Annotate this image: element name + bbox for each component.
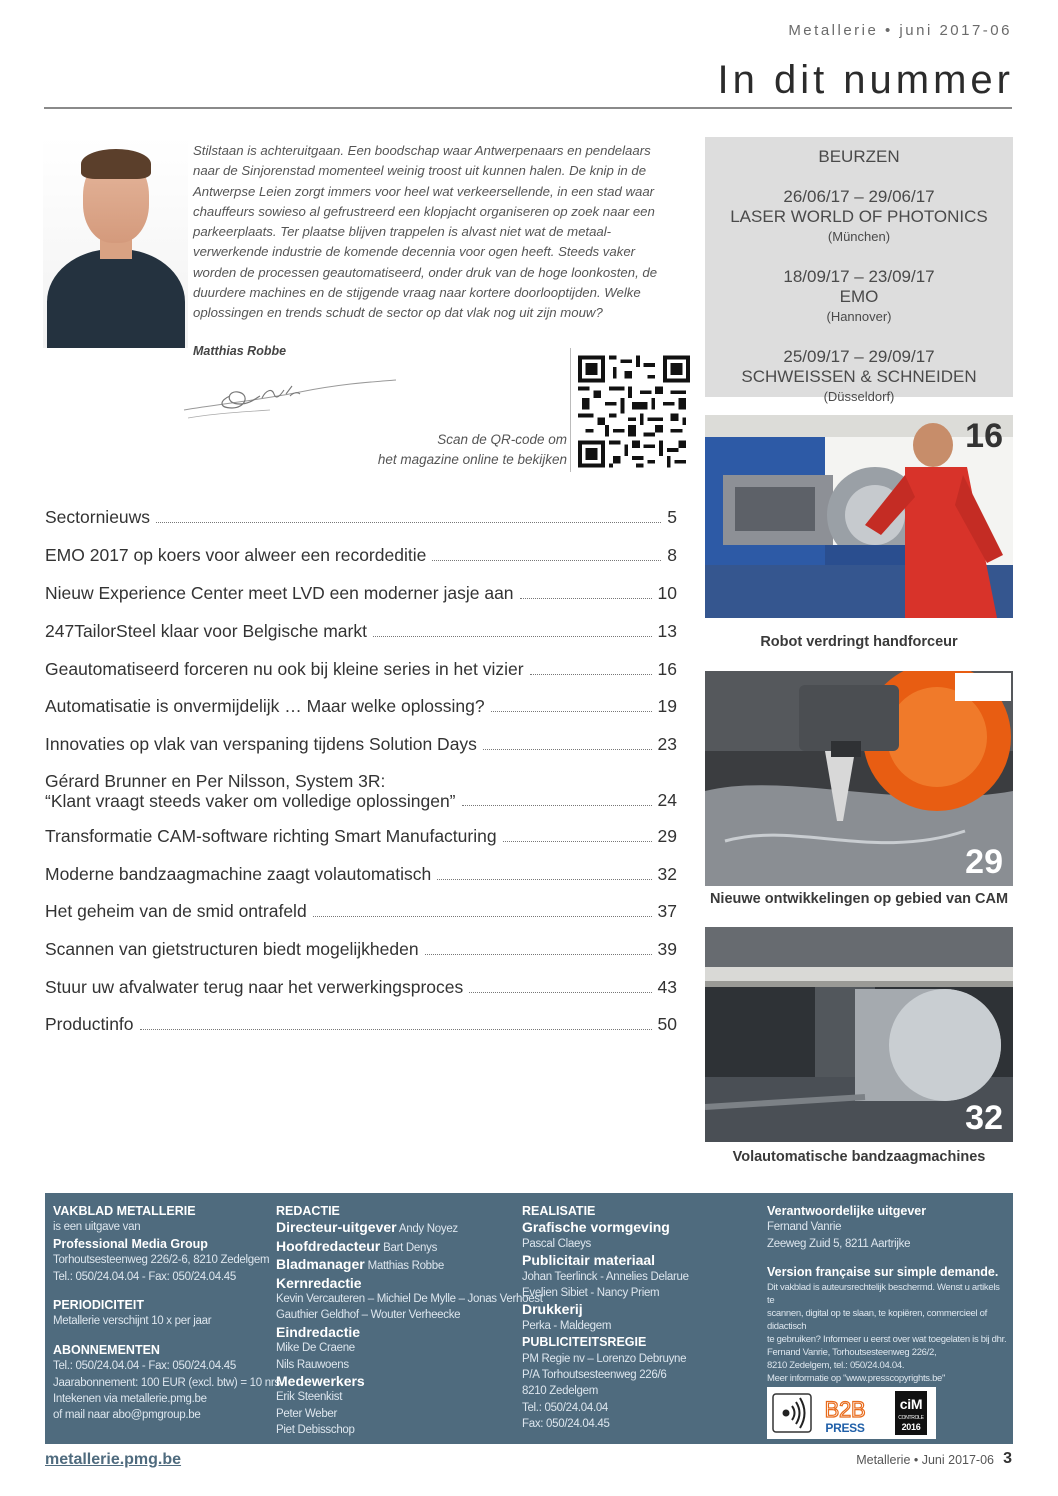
colophon-line: Dit vakblad is auteursrechtelijk beschermd. Wenst u artikels te — [767, 1281, 1000, 1306]
toc-leader — [425, 954, 652, 955]
toc-page: 8 — [667, 545, 677, 565]
role-label: Medewerkers — [276, 1373, 365, 1390]
colophon-line: Fernand Vanrie — [767, 1221, 842, 1234]
toc-page: 23 — [657, 734, 677, 754]
figure-page-number: 32 — [965, 1099, 1003, 1137]
cim-logo-year: 2016 — [901, 1422, 921, 1432]
qr-caption-line-1: Scan de QR-code om — [437, 432, 567, 447]
role-label: Grafische vormgeving — [522, 1219, 670, 1236]
colophon-line: Fax: 050/24.04.45 — [522, 1418, 610, 1431]
colophon-line: 8210 Zedelgem — [522, 1385, 599, 1398]
presscopyrights-link[interactable]: Meer informatie op "www.presscopyrights.be" — [767, 1372, 946, 1384]
toc-entry[interactable] — [45, 734, 677, 755]
publisher-address: Torhoutsesteenweg 226/2-6, 8210 Zedelgem — [53, 1254, 270, 1267]
toc-page: 37 — [657, 901, 677, 921]
role-name: Johan Teerlinck - Annelies Delarue — [522, 1270, 689, 1283]
figure-page-number: 16 — [965, 417, 1003, 455]
fair-event — [705, 187, 1013, 247]
toc-title: Stuur uw afvalwater terug naar het verwerkingsproces — [45, 977, 464, 997]
fairs-heading: BEURZEN — [818, 147, 900, 166]
colophon-heading: Verantwoordelijke uitgever — [767, 1204, 927, 1218]
website-link[interactable]: metallerie.pmg.be — [45, 1451, 182, 1468]
colophon-line: Fernand Vanrie, Torhoutsesteenweg 226/2, — [767, 1346, 937, 1358]
toc-entry[interactable] — [45, 507, 677, 528]
role-name: Andy Noyez — [398, 1223, 458, 1236]
role-name: Evelien Sibiet - Nancy Priem — [522, 1287, 660, 1300]
role-name: Kevin Vercauteren – Michiel De Mylle – Jonas Verhoest — [276, 1293, 543, 1306]
spacer — [53, 1285, 283, 1297]
toc-title: Innovaties op vlak van verspaning tijdens Solution Days — [45, 734, 477, 754]
qr-divider — [570, 348, 571, 472]
colophon-line: Jaarabonnement: 100 EUR (excl. btw) = 10 nrs. — [53, 1376, 283, 1389]
toc-page: 13 — [657, 621, 677, 641]
fair-dates: 18/09/17 – 23/09/17 — [783, 267, 935, 286]
colophon-heading: Version française sur simple demande. — [767, 1265, 999, 1280]
colophon-publisher — [53, 1203, 283, 1424]
colophon-line — [276, 1219, 543, 1237]
figure-caption: Robot verdringt handforceur — [760, 634, 958, 650]
signature-image — [180, 374, 400, 422]
fair-dates: 26/06/17 – 29/06/17 — [783, 187, 935, 206]
toc-page: 24 — [657, 790, 677, 810]
colophon-line: P/A Torhoutsesteenweg 226/6 — [522, 1369, 667, 1382]
fair-event — [705, 267, 1013, 327]
editor-name: Matthias Robbe — [193, 344, 287, 358]
page-number: 3 — [1003, 1450, 1012, 1467]
toc-title: EMO 2017 op koers voor alweer een recordeditie — [45, 545, 427, 565]
logos-svg — [767, 1387, 936, 1439]
figure-page-number: 29 — [965, 843, 1003, 881]
toc-title: Het geheim van de smid ontrafeld — [45, 901, 307, 921]
role-label: Directeur-uitgever — [276, 1219, 397, 1236]
role-name: Perka - Maldegem — [522, 1319, 612, 1332]
fair-city: (Düsseldorf) — [823, 389, 895, 404]
toc-leader — [140, 1029, 652, 1030]
colophon — [45, 1193, 1013, 1444]
page-title: In dit nummer — [717, 58, 1014, 102]
colophon-line: PM Regie nv – Lorenzo Debruyne — [522, 1352, 687, 1365]
colophon-heading: PERIODICITEIT — [53, 1298, 144, 1313]
role-name: Piet Debisschop — [276, 1424, 355, 1437]
colophon-line: Metallerie verschijnt 10 x per jaar — [53, 1315, 212, 1328]
publisher-phone: Tel.: 050/24.04.04 - Fax: 050/24.04.45 — [53, 1270, 236, 1283]
b2b-logo-text: B2B — [824, 1397, 866, 1422]
toc-page: 50 — [657, 1014, 677, 1034]
toc-entry[interactable] — [45, 826, 677, 847]
colophon-line — [276, 1238, 543, 1256]
figure-cam-milling[interactable] — [705, 671, 1013, 886]
fair-city: (München) — [827, 229, 891, 244]
role-name: Pascal Claeys — [522, 1237, 591, 1250]
figure-caption: Nieuwe ontwikkelingen op gebied van CAM — [709, 891, 1009, 907]
figure-caption: Volautomatische bandzaagmachines — [732, 1149, 986, 1165]
toc-page: 16 — [657, 659, 677, 679]
qr-caption — [378, 430, 567, 470]
toc-leader — [156, 522, 661, 523]
colophon-heading: REALISATIE — [522, 1204, 596, 1218]
toc-title-line-2: “Klant vraagt steeds vaker om volledige oplossingen” — [45, 791, 456, 811]
toc-title: Sectornieuws — [45, 507, 151, 527]
toc-page: 43 — [657, 977, 677, 997]
toc-title: 247TailorSteel klaar voor Belgische markt — [45, 621, 367, 641]
photo-shirt — [47, 249, 185, 348]
fair-name: EMO — [839, 287, 879, 306]
fair-city: (Hannover) — [826, 309, 892, 324]
toc-entry[interactable] — [45, 1014, 677, 1035]
toc-title: Productinfo — [45, 1014, 134, 1034]
copyright-notice — [767, 1281, 1007, 1385]
toc-entry[interactable] — [45, 659, 677, 680]
role-label: Publicitair materiaal — [522, 1252, 656, 1269]
publisher-name: Professional Media Group — [53, 1236, 208, 1251]
toc-leader — [503, 841, 652, 842]
colophon-heading: VAKBLAD METALLERIE — [53, 1204, 196, 1218]
toc-page: 10 — [657, 583, 677, 603]
fair-dates: 25/09/17 – 29/09/17 — [783, 347, 935, 366]
role-name: Nils Rauwoens — [276, 1358, 349, 1371]
colophon-line: te gebruiken? Informeer u eerst over wat toegelaten is bij dhr. — [767, 1333, 1007, 1345]
toc-entry[interactable] — [45, 901, 677, 922]
colophon-line: Zeeweg Zuid 5, 8211 Aartrijke — [767, 1237, 911, 1250]
role-label: Hoofdredacteur — [276, 1237, 381, 1254]
toc-page: 19 — [657, 696, 677, 716]
toc-entry[interactable] — [45, 545, 677, 566]
role-label: Kernredactie — [276, 1274, 362, 1291]
press-logo-text: PRESS — [825, 1421, 865, 1435]
toc-entry[interactable] — [45, 939, 677, 960]
toc-leader — [437, 879, 651, 880]
fairs-box — [705, 137, 1013, 404]
role-name: Bart Denys — [383, 1241, 438, 1254]
toc-title: Scannen van gietstructuren biedt mogelijkheden — [45, 939, 419, 959]
colophon-legal — [767, 1203, 1007, 1385]
role-name: Peter Weber — [276, 1407, 338, 1420]
toc-leader — [462, 805, 652, 806]
toc-leader — [469, 992, 651, 993]
toc-page: 5 — [667, 507, 677, 527]
subscribe-email[interactable]: of mail naar abo@pmgroup.be — [53, 1409, 201, 1422]
toc-title: Automatisatie is onvermijdelijk … Maar welke oplossing? — [45, 696, 485, 716]
fair-name: LASER WORLD OF PHOTONICS — [730, 207, 988, 226]
colophon-heading: ABONNEMENTEN — [53, 1342, 160, 1357]
figure-bandsaw[interactable] — [705, 927, 1013, 1142]
cim-logo-text: ciM — [899, 1396, 923, 1412]
running-header: Metallerie • juni 2017-06 — [788, 22, 1012, 39]
header-divider — [44, 107, 1012, 109]
toc-page: 29 — [657, 826, 677, 846]
toc-entry[interactable] — [45, 696, 677, 717]
toc-title-line-1: Gérard Brunner en Per Nilsson, System 3R: — [45, 771, 386, 791]
toc-entry[interactable] — [45, 583, 677, 604]
toc-page: 39 — [657, 939, 677, 959]
colophon-production — [522, 1203, 689, 1433]
colophon-heading: PUBLICITEITSREGIE — [522, 1335, 647, 1350]
editor-photo — [43, 137, 188, 348]
cim-logo-subtext: CONTROLE — [898, 1415, 924, 1421]
toc-title: Geautomatiseerd forceren nu ook bij kleine series in het vizier — [45, 659, 524, 679]
fair-name: SCHWEISSEN & SCHNEIDEN — [741, 367, 977, 386]
toc-title — [45, 771, 456, 811]
figure-forging-robot[interactable] — [705, 415, 1013, 618]
toc-title: Moderne bandzaagmachine zaagt volautomatisch — [45, 864, 432, 884]
toc-title: Transformatie CAM-software richting Smart Manufacturing — [45, 826, 497, 846]
toc-leader — [530, 674, 652, 675]
colophon-heading: REDACTIE — [276, 1204, 340, 1218]
toc-leader — [432, 560, 661, 561]
spacer — [767, 1252, 1007, 1264]
spacer — [53, 1330, 283, 1342]
colophon-editorial — [276, 1203, 543, 1439]
colophon-line: scannen, digital op te slaan, te kopiëren, commercieel of didactisch — [767, 1307, 988, 1332]
fair-event — [705, 347, 1013, 407]
colophon-line: 8210 Zedelgem, tel.: 050/24.04.04. — [767, 1359, 905, 1371]
toc-page: 32 — [657, 864, 677, 884]
colophon-line: is een uitgave van — [53, 1221, 141, 1234]
subscribe-link[interactable]: Intekenen via metallerie.pmg.be — [53, 1393, 207, 1406]
toc-entry[interactable] — [45, 771, 677, 811]
role-name: Mike De Craene — [276, 1342, 355, 1355]
toc-leader — [373, 636, 652, 637]
role-label: Drukkerij — [522, 1301, 583, 1318]
toc-leader — [491, 711, 652, 712]
footer-issue: Metallerie • Juni 2017-06 — [856, 1453, 994, 1467]
certification-logos — [767, 1387, 936, 1439]
qr-code[interactable] — [578, 355, 690, 468]
toc-leader — [483, 749, 652, 750]
toc-title: Nieuw Experience Center meet LVD een moderner jasje aan — [45, 583, 514, 603]
toc-entry[interactable] — [45, 621, 677, 642]
role-name: Erik Steenkist — [276, 1391, 343, 1404]
photo-hair — [81, 149, 151, 179]
editorial-text: Stilstaan is achteruitgaan. Een boodschap waar Antwerpenaars en pendelaars naar de Sinjorenstad momenteel weinig troost uit kunnen halen. De knip in de Antwerpse Leien zorgt immers voor heel wat verkeersellende, in een stad waar chauffeurs sowieso al gefrustreerd een klopjacht organiseren op zoek naar een parkeerplaats. Ter plaatse blijven trappelen is alvast niet wat de metaal-verwerkende industrie de komende decennia voor ogen heeft. Steeds vaker worden de processen geautomatiseerd, onder druk van de hoge loonkosten, de duurdere machines en de stijgende vraag naar kortere doorlooptijden. Welke oplossingen en trends schudt de sector op dat vlak nog uit zijn mouw? — [193, 143, 658, 321]
colophon-line: Tel.: 050/24.04.04 - Fax: 050/24.04.45 — [53, 1360, 236, 1373]
qr-caption-line-2: het magazine online te bekijken — [377, 452, 567, 467]
colophon-line: Tel.: 050/24.04.04 — [522, 1401, 609, 1414]
toc-entry[interactable] — [45, 864, 677, 885]
colophon-line — [276, 1256, 543, 1274]
role-name: Matthias Robbe — [367, 1260, 444, 1273]
toc-leader — [313, 916, 652, 917]
role-label: Bladmanager — [276, 1256, 365, 1273]
toc-leader — [520, 598, 652, 599]
role-label: Eindredactie — [276, 1323, 361, 1340]
toc-entry[interactable] — [45, 977, 677, 998]
role-name: Gauthier Geldhof – Wouter Verheecke — [276, 1309, 461, 1322]
